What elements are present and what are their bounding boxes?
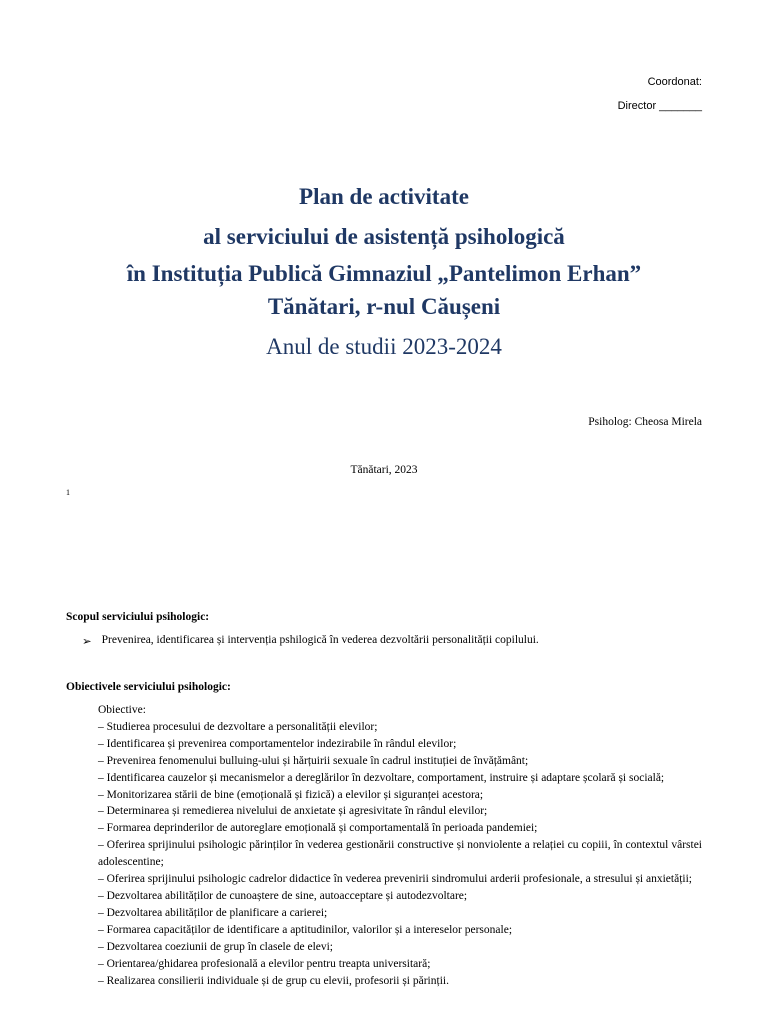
psychologist-name: Psiholog: Cheosa Mirela [588,416,702,428]
list-item: – Prevenirea fenomenului bulluing-ului și hărțuirii sexuale în cadrul instituției de învățământ; [98,754,529,767]
list-item: – Dezvoltarea abilităților de cunoaștere de sine, autoacceptare și autodezvoltare; [98,889,468,902]
document-title-line-2: al serviciului de asistență psihologică [203,224,565,249]
school-year: Anul de studii 2023-2024 [266,334,502,359]
document-title-line-4: Tănătari, r-nul Căușeni [267,294,501,319]
list-item: – Dezvoltarea coeziunii de grup în clasele de elevi; [98,940,334,953]
document-title-line-1: Plan de activitate [299,184,469,209]
scop-bullet-item [82,634,539,648]
page-number: 1 [66,488,70,497]
list-item: – Studierea procesului de dezvoltare a personalității elevilor; [98,720,378,733]
list-item: – Identificarea cauzelor și mecanismelor a dereglărilor în dezvoltare, comportament, instruire și adaptare școlară și socială; [98,771,665,784]
place-date: Tănătari, 2023 [350,464,418,476]
list-item: – Determinarea și remedierea nivelului de anxietate și agresivitate în rândul elevilor; [98,805,488,818]
obiective-intro: Obiective: [98,704,146,716]
director-signature-line: Director _______ [617,100,702,112]
list-item: – Formarea capacităților de identificare a aptitudinilor, valorilor și a intereselor personale; [98,923,513,936]
obiective-heading: Obiectivele serviciului psihologic: [66,681,231,693]
list-item: – Identificarea și prevenirea comportamentelor indezirabile în rândul elevilor; [98,737,457,750]
list-item: – Oferirea sprijinului psihologic părinților în vederea gestionării constructive și nonviolente a relației cu copiii, în contextul vârstei adolescentine; [98,839,702,869]
list-item: – Dezvoltarea abilităților de planificare a carierei; [98,906,328,919]
document-title-line-3: în Instituția Publică Gimnaziul „Pantelimon Erhan” [126,261,642,286]
scop-item-text: Prevenirea, identificarea și intervenția pshilogică în vederea dezvoltării personalității copilului. [101,634,539,646]
obiective-list [98,702,702,989]
coordonat-label: Coordonat: [647,76,702,88]
list-item: – Oferirea sprijinului psihologic cadrelor didactice în vederea prevenirii sindromului arderii profesionale, a stresului și anxietății; [98,873,692,886]
arrow-bullet-icon: ➢ [82,636,92,648]
list-item: – Monitorizarea stării de bine (emoțională și fizică) a elevilor și siguranței acestora; [98,788,484,801]
scop-heading: Scopul serviciului psihologic: [66,611,210,623]
list-item: – Orientarea/ghidarea profesională a elevilor pentru treapta universitară; [98,957,431,970]
list-item: – Realizarea consilierii individuale și de grup cu elevii, profesorii și părinții. [98,974,449,987]
list-item: – Formarea deprinderilor de autoreglare emoțională și comportamentală în perioada pandemiei; [98,822,538,835]
